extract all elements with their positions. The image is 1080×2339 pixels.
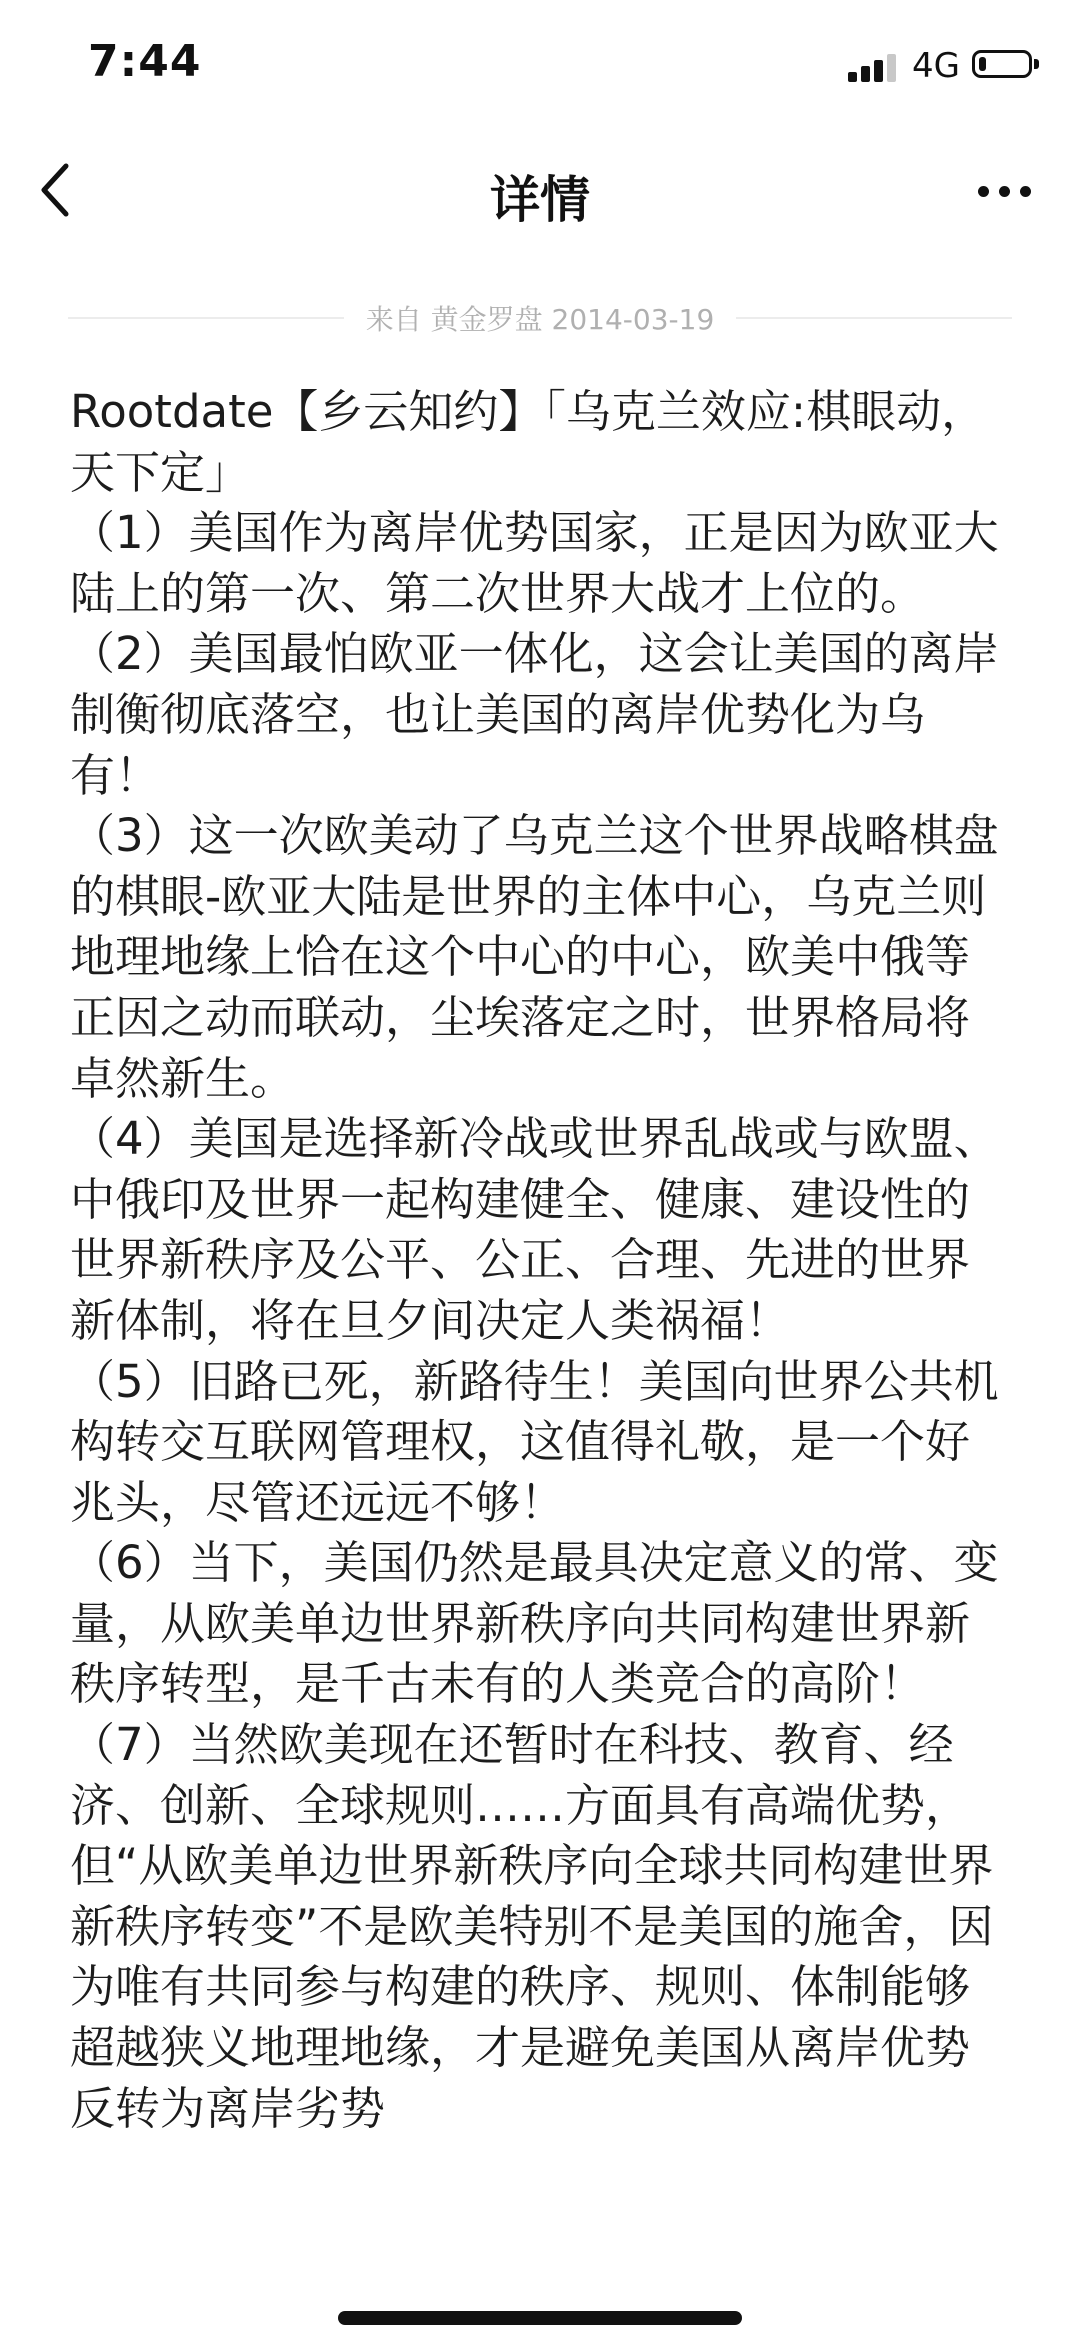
page-title: 详情 bbox=[490, 171, 590, 229]
status-bar bbox=[0, 0, 1080, 132]
status-time: 7:44 bbox=[88, 36, 202, 87]
more-dot bbox=[1020, 186, 1031, 197]
article-paragraph: （1）美国作为离岸优势国家，正是因为欧亚大陆上的第一次、第二次世界大战才上位的。 bbox=[70, 506, 999, 620]
source-line bbox=[68, 298, 1012, 338]
more-dots-icon bbox=[978, 186, 989, 197]
cellular-signal-icon bbox=[848, 52, 900, 82]
battery-level-fill bbox=[979, 57, 986, 71]
article-paragraph: （6）当下，美国仍然是最具决定意义的常、变量，从欧美单边世界新秩序向共同构建世界新秩序转型，是千古未有的人类竞合的高阶！ bbox=[70, 1536, 999, 1711]
article-paragraph: （4）美国是选择新冷战或世界乱战或与欧盟、中俄印及世界一起构建健全、健康、建设性的世界新秩序及公平、公正、合理、先进的世界新体制，将在旦夕间决定人类祸福！ bbox=[70, 1112, 999, 1347]
more-dot bbox=[999, 186, 1010, 197]
divider-left bbox=[68, 317, 344, 319]
article-paragraph: （5）旧路已死，新路待生！美国向世界公共机构转交互联网管理权，这值得礼敬，是一个好兆头，尽管还远远不够！ bbox=[70, 1354, 999, 1529]
more-options-button[interactable] bbox=[964, 162, 1044, 222]
article-paragraph: （2）美国最怕欧亚一体化，这会让美国的离岸制衡彻底落空，也让美国的离岸优势化为乌有！ bbox=[70, 627, 999, 802]
battery-cap bbox=[1034, 59, 1039, 69]
divider-right bbox=[736, 317, 1012, 319]
article-paragraph: （3）这一次欧美动了乌克兰这个世界战略棋盘的棋眼-欧亚大陆是世界的主体中心，乌克兰则地理地缘上恰在这个中心的中心，欧美中俄等正因之动而联动，尘埃落定之时，世界格局将卓然新生。 bbox=[70, 809, 999, 1105]
article-paragraph: Rootdate【乡云知约】「乌克兰效应:棋眼动，天下定」 bbox=[70, 385, 987, 499]
network-type: 4G bbox=[912, 46, 960, 86]
article-body bbox=[70, 382, 1014, 2139]
home-indicator[interactable] bbox=[338, 2311, 742, 2325]
battery-icon bbox=[972, 50, 1032, 78]
source-text: 来自 黄金罗盘 2014-03-19 bbox=[365, 303, 715, 336]
article-paragraph: （7）当然欧美现在还暂时在科技、教育、经济、创新、全球规则……方面具有高端优势，但“从欧美单边世界新秩序向全球共同构建世界新秩序转变”不是欧美特别不是美国的施舍，因为唯有共同参与构建的秩序、规则、体制能够超越狭义地理地缘，才是避免美国从离岸优势反转为离岸劣势 bbox=[70, 1718, 994, 2135]
nav-bar bbox=[0, 132, 1080, 252]
